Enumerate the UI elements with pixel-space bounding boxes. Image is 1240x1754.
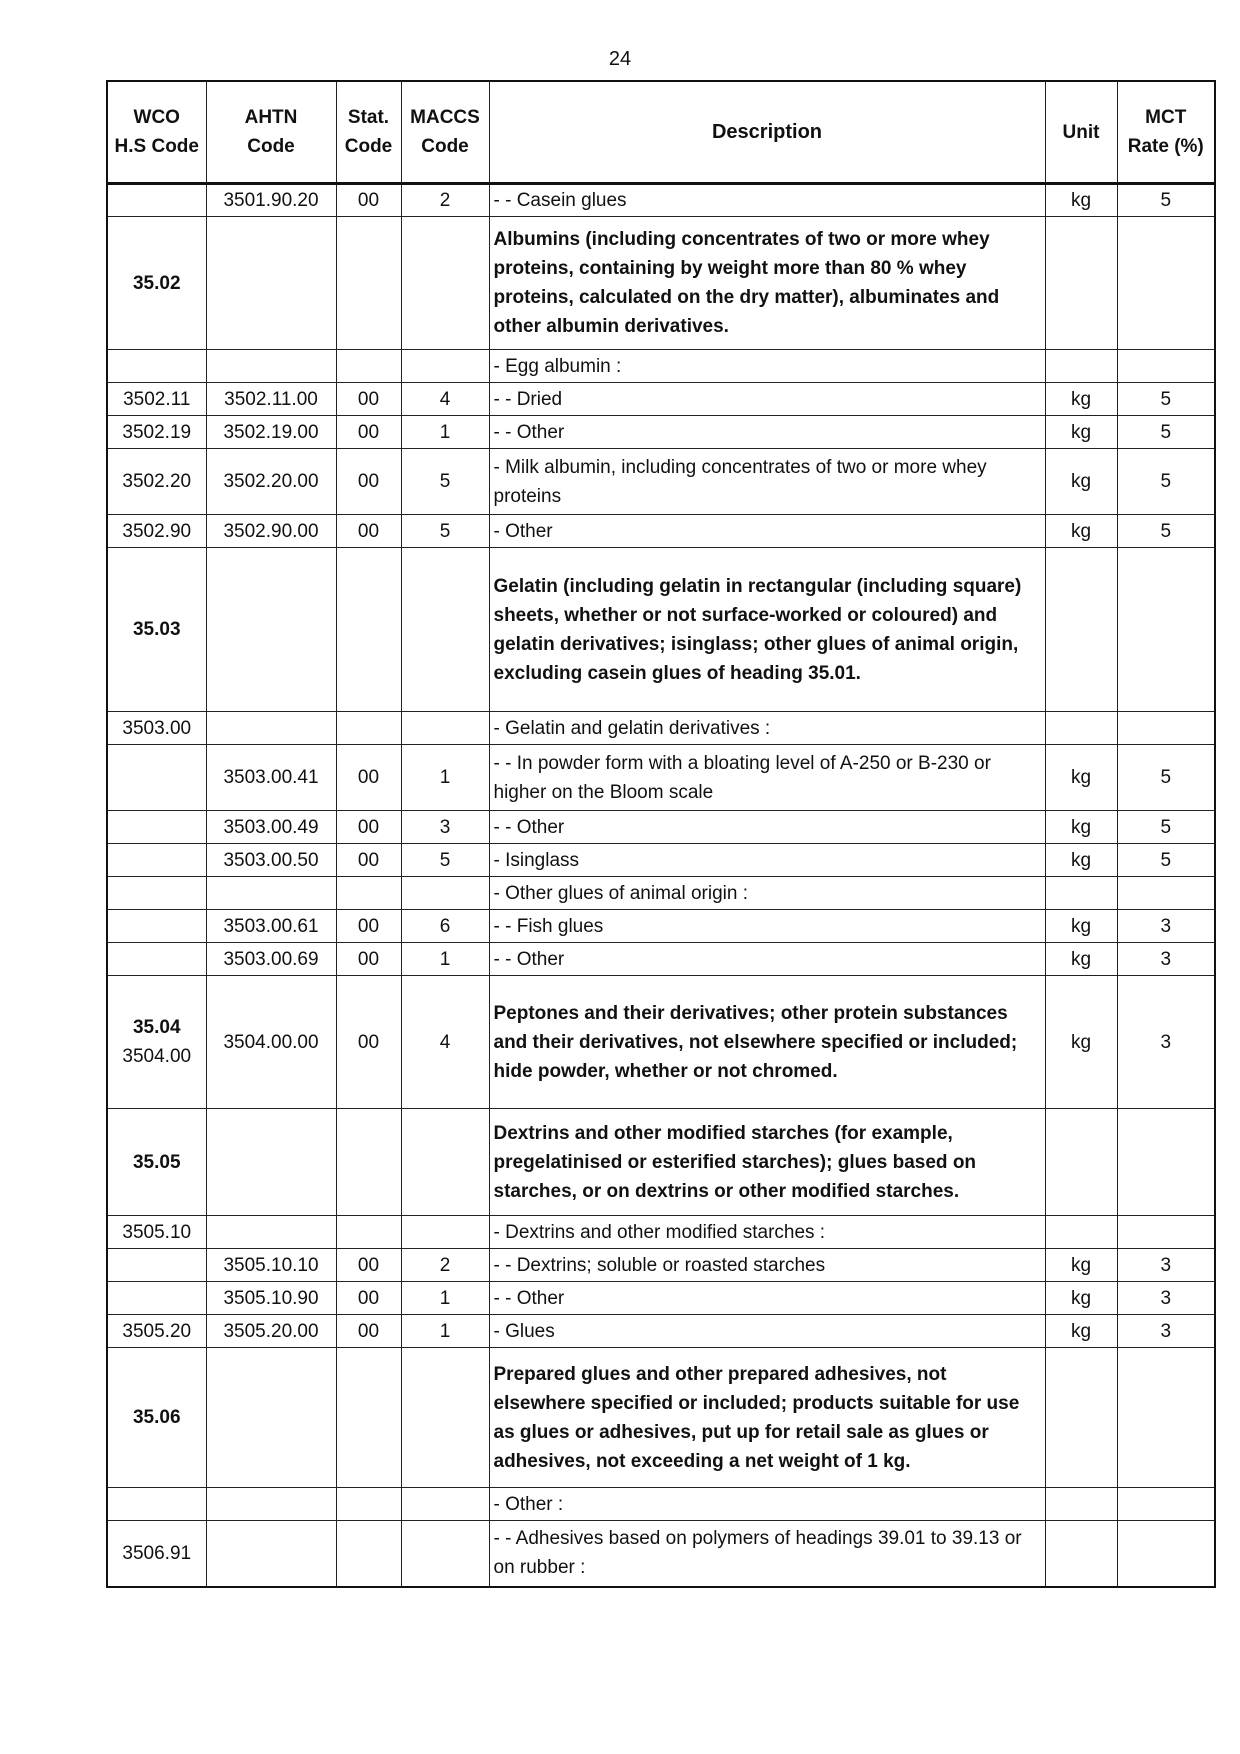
description-cell: - - Fish glues	[489, 910, 1045, 943]
ahtn-code-cell	[206, 350, 336, 383]
wco-code-cell	[107, 184, 206, 217]
ahtn-code-cell: 3503.00.61	[206, 910, 336, 943]
unit-cell: kg	[1045, 1315, 1117, 1348]
stat-code-cell: 00	[336, 184, 401, 217]
column-header-maccs: MACCS Code	[401, 81, 489, 184]
stat-code-cell: 00	[336, 811, 401, 844]
mct-rate-cell: 5	[1117, 844, 1215, 877]
mct-rate-cell: 3	[1117, 1315, 1215, 1348]
unit-cell: kg	[1045, 943, 1117, 976]
maccs-code-cell	[401, 712, 489, 745]
mct-rate-cell: 5	[1117, 811, 1215, 844]
maccs-code-cell	[401, 350, 489, 383]
ahtn-code-cell	[206, 1109, 336, 1216]
table-row	[107, 515, 1215, 548]
mct-rate-cell	[1117, 877, 1215, 910]
stat-code-cell	[336, 712, 401, 745]
wco-code-cell: 3502.19	[107, 416, 206, 449]
maccs-code-cell: 3	[401, 811, 489, 844]
table-row	[107, 910, 1215, 943]
unit-cell	[1045, 1216, 1117, 1249]
ahtn-code-cell	[206, 877, 336, 910]
stat-code-cell	[336, 350, 401, 383]
description-cell: Prepared glues and other prepared adhesives, not elsewhere specified or included; products suitable for use as glues or adhesives, put up for retail sale as glues or adhesives, not exceeding a net weight of 1 kg.	[489, 1348, 1045, 1488]
wco-code-cell	[107, 943, 206, 976]
mct-rate-cell: 3	[1117, 910, 1215, 943]
unit-cell	[1045, 1521, 1117, 1587]
table-row	[107, 943, 1215, 976]
wco-code-cell	[107, 1249, 206, 1282]
table-row	[107, 383, 1215, 416]
wco-code-cell: 3502.20	[107, 449, 206, 515]
ahtn-code-cell: 3503.00.69	[206, 943, 336, 976]
table-row	[107, 877, 1215, 910]
table-row	[107, 1521, 1215, 1587]
description-cell: - Isinglass	[489, 844, 1045, 877]
wco-code-cell	[107, 910, 206, 943]
ahtn-code-cell: 3503.00.50	[206, 844, 336, 877]
mct-rate-cell: 5	[1117, 515, 1215, 548]
column-header-description: Description	[489, 81, 1045, 184]
stat-code-cell: 00	[336, 844, 401, 877]
column-header-stat: Stat. Code	[336, 81, 401, 184]
unit-cell: kg	[1045, 1249, 1117, 1282]
mct-rate-cell	[1117, 1488, 1215, 1521]
unit-cell: kg	[1045, 976, 1117, 1109]
ahtn-code-cell: 3503.00.41	[206, 745, 336, 811]
ahtn-code-cell: 3502.11.00	[206, 383, 336, 416]
stat-code-cell: 00	[336, 1282, 401, 1315]
table-row	[107, 712, 1215, 745]
description-cell: - - Adhesives based on polymers of headings 39.01 to 39.13 or on rubber :	[489, 1521, 1045, 1587]
table-row	[107, 548, 1215, 712]
description-cell: Albumins (including concentrates of two or more whey proteins, containing by weight more than 80 % whey proteins, calculated on the dry matter), albuminates and other albumin derivatives.	[489, 217, 1045, 350]
stat-code-cell	[336, 1109, 401, 1216]
description-cell: - - Casein glues	[489, 184, 1045, 217]
table-row	[107, 976, 1215, 1109]
maccs-code-cell: 4	[401, 976, 489, 1109]
stat-code-cell: 00	[336, 943, 401, 976]
maccs-code-cell: 1	[401, 416, 489, 449]
description-cell: - - Dextrins; soluble or roasted starches	[489, 1249, 1045, 1282]
stat-code-cell	[336, 877, 401, 910]
ahtn-code-cell	[206, 1488, 336, 1521]
ahtn-code-cell	[206, 548, 336, 712]
unit-cell: kg	[1045, 449, 1117, 515]
stat-code-cell	[336, 1216, 401, 1249]
page-number: 24	[608, 48, 632, 70]
unit-cell: kg	[1045, 745, 1117, 811]
mct-rate-cell	[1117, 217, 1215, 350]
maccs-code-cell: 1	[401, 1315, 489, 1348]
stat-code-cell: 00	[336, 416, 401, 449]
table-row	[107, 1109, 1215, 1216]
maccs-code-cell: 2	[401, 1249, 489, 1282]
maccs-code-cell: 1	[401, 1282, 489, 1315]
description-cell: - Glues	[489, 1315, 1045, 1348]
mct-rate-cell: 5	[1117, 745, 1215, 811]
description-cell: - Other glues of animal origin :	[489, 877, 1045, 910]
maccs-code-cell: 6	[401, 910, 489, 943]
ahtn-code-cell: 3501.90.20	[206, 184, 336, 217]
wco-code-cell	[107, 811, 206, 844]
table-row	[107, 811, 1215, 844]
description-cell: - - Dried	[489, 383, 1045, 416]
wco-code-cell: 3502.90	[107, 515, 206, 548]
wco-code-cell: 3503.00	[107, 712, 206, 745]
wco-code-cell	[107, 844, 206, 877]
unit-cell: kg	[1045, 811, 1117, 844]
table-row	[107, 1488, 1215, 1521]
ahtn-code-cell: 3502.20.00	[206, 449, 336, 515]
unit-cell	[1045, 350, 1117, 383]
maccs-code-cell	[401, 877, 489, 910]
table-row	[107, 184, 1215, 217]
unit-cell	[1045, 1109, 1117, 1216]
mct-rate-cell: 3	[1117, 1249, 1215, 1282]
table-row	[107, 449, 1215, 515]
ahtn-code-cell	[206, 1348, 336, 1488]
description-cell: - Gelatin and gelatin derivatives :	[489, 712, 1045, 745]
tariff-table	[106, 80, 1216, 1588]
ahtn-code-cell	[206, 1216, 336, 1249]
description-cell: - Other :	[489, 1488, 1045, 1521]
ahtn-code-cell: 3505.20.00	[206, 1315, 336, 1348]
wco-code-cell: 35.02	[107, 217, 206, 350]
description-cell: - Other	[489, 515, 1045, 548]
mct-rate-cell: 3	[1117, 943, 1215, 976]
wco-code-cell	[107, 1282, 206, 1315]
stat-code-cell: 00	[336, 976, 401, 1109]
mct-rate-cell	[1117, 712, 1215, 745]
table-row	[107, 1315, 1215, 1348]
mct-rate-cell	[1117, 1216, 1215, 1249]
mct-rate-cell: 5	[1117, 449, 1215, 515]
stat-code-cell: 00	[336, 1315, 401, 1348]
stat-code-cell: 00	[336, 515, 401, 548]
ahtn-code-cell: 3503.00.49	[206, 811, 336, 844]
mct-rate-cell: 3	[1117, 976, 1215, 1109]
table-row	[107, 1348, 1215, 1488]
unit-cell: kg	[1045, 844, 1117, 877]
table-header-row	[107, 81, 1215, 184]
maccs-code-cell: 1	[401, 943, 489, 976]
ahtn-code-cell: 3504.00.00	[206, 976, 336, 1109]
unit-cell	[1045, 877, 1117, 910]
wco-code-cell: 3505.20	[107, 1315, 206, 1348]
description-cell: - - Other	[489, 943, 1045, 976]
unit-cell: kg	[1045, 383, 1117, 416]
mct-rate-cell	[1117, 1109, 1215, 1216]
table-row	[107, 1249, 1215, 1282]
wco-code-cell: 35.06	[107, 1348, 206, 1488]
unit-cell	[1045, 712, 1117, 745]
column-header-unit: Unit	[1045, 81, 1117, 184]
column-header-mct-rate: MCT Rate (%)	[1117, 81, 1215, 184]
description-cell: Gelatin (including gelatin in rectangular (including square) sheets, whether or not surface-worked or coloured) and gelatin derivatives; isinglass; other glues of animal origin, excluding casein glues of heading 35.01.	[489, 548, 1045, 712]
ahtn-code-cell	[206, 712, 336, 745]
wco-code-cell: 3502.11	[107, 383, 206, 416]
maccs-code-cell: 5	[401, 515, 489, 548]
ahtn-code-cell	[206, 1521, 336, 1587]
stat-code-cell: 00	[336, 1249, 401, 1282]
ahtn-code-cell: 3502.90.00	[206, 515, 336, 548]
maccs-code-cell	[401, 1216, 489, 1249]
stat-code-cell: 00	[336, 910, 401, 943]
mct-rate-cell: 5	[1117, 383, 1215, 416]
stat-code-cell	[336, 1521, 401, 1587]
stat-code-cell	[336, 548, 401, 712]
mct-rate-cell	[1117, 350, 1215, 383]
description-cell: - Milk albumin, including concentrates of two or more whey proteins	[489, 449, 1045, 515]
wco-code-cell: 35.04 3504.00	[107, 976, 206, 1109]
stat-code-cell: 00	[336, 383, 401, 416]
description-cell: Dextrins and other modified starches (for example, pregelatinised or esterified starches); glues based on starches, or on dextrins or other modified starches.	[489, 1109, 1045, 1216]
maccs-code-cell: 5	[401, 449, 489, 515]
mct-rate-cell	[1117, 1348, 1215, 1488]
ahtn-code-cell: 3505.10.90	[206, 1282, 336, 1315]
table-row	[107, 416, 1215, 449]
ahtn-code-cell: 3505.10.10	[206, 1249, 336, 1282]
maccs-code-cell: 5	[401, 844, 489, 877]
description-cell: - - Other	[489, 811, 1045, 844]
wco-code-cell	[107, 350, 206, 383]
table-row	[107, 350, 1215, 383]
description-cell: - - Other	[489, 416, 1045, 449]
unit-cell: kg	[1045, 416, 1117, 449]
wco-code-cell: 35.03	[107, 548, 206, 712]
mct-rate-cell	[1117, 548, 1215, 712]
maccs-code-cell	[401, 1348, 489, 1488]
stat-code-cell: 00	[336, 449, 401, 515]
stat-code-cell	[336, 1348, 401, 1488]
wco-code-cell	[107, 877, 206, 910]
maccs-code-cell: 1	[401, 745, 489, 811]
table-row	[107, 1282, 1215, 1315]
maccs-code-cell	[401, 548, 489, 712]
stat-code-cell	[336, 1488, 401, 1521]
unit-cell	[1045, 217, 1117, 350]
mct-rate-cell: 3	[1117, 1282, 1215, 1315]
ahtn-code-cell	[206, 217, 336, 350]
unit-cell	[1045, 1488, 1117, 1521]
ahtn-code-cell: 3502.19.00	[206, 416, 336, 449]
unit-cell	[1045, 548, 1117, 712]
description-cell: Peptones and their derivatives; other protein substances and their derivatives, not elsewhere specified or included; hide powder, whether or not chromed.	[489, 976, 1045, 1109]
maccs-code-cell	[401, 1521, 489, 1587]
unit-cell: kg	[1045, 515, 1117, 548]
table-row	[107, 217, 1215, 350]
description-cell: - - In powder form with a bloating level of A-250 or B-230 or higher on the Bloom scale	[489, 745, 1045, 811]
maccs-code-cell	[401, 1488, 489, 1521]
mct-rate-cell: 5	[1117, 416, 1215, 449]
maccs-code-cell	[401, 217, 489, 350]
stat-code-cell: 00	[336, 745, 401, 811]
mct-rate-cell	[1117, 1521, 1215, 1587]
unit-cell	[1045, 1348, 1117, 1488]
wco-code-cell	[107, 1488, 206, 1521]
description-cell: - - Other	[489, 1282, 1045, 1315]
stat-code-cell	[336, 217, 401, 350]
unit-cell: kg	[1045, 910, 1117, 943]
unit-cell: kg	[1045, 184, 1117, 217]
table-row	[107, 1216, 1215, 1249]
mct-rate-cell: 5	[1117, 184, 1215, 217]
column-header-ahtn: AHTN Code	[206, 81, 336, 184]
description-cell: - Dextrins and other modified starches :	[489, 1216, 1045, 1249]
maccs-code-cell	[401, 1109, 489, 1216]
description-cell: - Egg albumin :	[489, 350, 1045, 383]
maccs-code-cell: 2	[401, 184, 489, 217]
wco-code-cell: 35.05	[107, 1109, 206, 1216]
wco-code-cell	[107, 745, 206, 811]
wco-code-cell: 3506.91	[107, 1521, 206, 1587]
maccs-code-cell: 4	[401, 383, 489, 416]
unit-cell: kg	[1045, 1282, 1117, 1315]
table-row	[107, 745, 1215, 811]
column-header-wco: WCO H.S Code	[107, 81, 206, 184]
wco-code-cell: 3505.10	[107, 1216, 206, 1249]
table-row	[107, 844, 1215, 877]
